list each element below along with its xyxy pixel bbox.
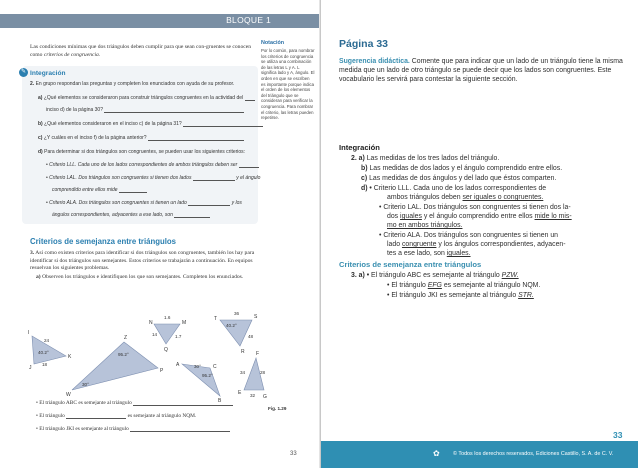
page-number-left: 33: [290, 451, 297, 457]
criterion-lal-cont: comprendido entre ellos mide: [52, 187, 147, 193]
answer-d-lal-cont2: mo en ambos triángulos.: [387, 222, 463, 229]
side-ijk-2: 18: [42, 362, 48, 367]
answer-sem-1: 3. a) • El triángulo ABC es semejante al triángulo PZW.: [351, 272, 519, 279]
vertex-q: Q: [164, 347, 168, 353]
criterion-lal: • Criterio LAL. Dos triángulos son congruentes si tienen dos lados y el ángulo: [46, 175, 261, 181]
answer-b: b) Las medidas de dos lados y el ángulo comprendido entre ellos.: [361, 165, 563, 172]
side-nmq-3: 1.7: [175, 334, 182, 339]
question-d: d) Para determinar si dos triángulos son congruentes, se pueden usar los siguientes criterios:: [38, 149, 246, 155]
vertex-s: S: [254, 314, 258, 320]
question-a-cont: inciso d) de la página 30?: [46, 107, 244, 113]
triangles-figure: [24, 306, 268, 406]
side-tsr-1: 36: [234, 311, 240, 316]
publisher-logo-icon: ✿: [433, 449, 440, 458]
angle-wzp-2: 30°: [82, 382, 89, 387]
vertex-k: K: [68, 354, 72, 360]
notation-title: Notación: [261, 40, 285, 46]
answer-sem-2: • El triángulo EFG es semejante al triángulo NQM.: [387, 282, 541, 289]
bullet-abc: • El triángulo ABC es semejante al triángulo: [36, 400, 233, 406]
instruction-line: 2. En grupo respondan las preguntas y completen los enunciados con ayuda de su profesor.: [30, 81, 235, 87]
vertex-p: P: [160, 368, 164, 374]
suggestion-text: Comente que para indicar que un lado de un triángulo tiene la misma medida que un lado de otro triángulo se puede decir que los lados son congruentes. Este vocabulario les servirá para contestar la siguiente sección.: [339, 58, 623, 84]
angle-acb-1: 30°: [194, 364, 201, 369]
vertex-e: E: [238, 390, 242, 396]
integration-answers-title: Integración: [339, 143, 380, 152]
angle-wzp-1: 95.2°: [118, 352, 129, 357]
figure-label: Fig. 1.29: [268, 406, 287, 411]
right-page: [320, 0, 638, 468]
answer-d-ala: • Criterio ALA. Dos triángulos son congruentes si tienen un: [379, 232, 558, 239]
vertex-g: G: [263, 394, 267, 400]
side-feg-2: 28: [260, 370, 266, 375]
criterion-ala-cont: ángulos correspondientes, adyacentes a ese lado, son: [52, 212, 210, 218]
vertex-f: F: [256, 351, 260, 357]
answer-d-ala-cont: lado congruente y los ángulos correspondientes, adyacen-: [387, 241, 566, 248]
side-feg-1: 34: [240, 370, 246, 375]
criterion-lll: • Criterio LLL. Cada uno de los lados correspondientes de ambos triángulos deben ser: [46, 162, 259, 168]
answer-c: c) Las medidas de dos ángulos y del lado que éstos comparten.: [361, 175, 557, 182]
suggestion-label: Sugerencia didáctica.: [339, 58, 410, 65]
answer-a: 2. a) Las medidas de los tres lados del triángulo.: [351, 155, 500, 162]
notation-text: Por lo común, para nombrar los criterios de congruencia se utiliza una combinación de las letras L y A. L significa lado y A, ángulo. El orden en que se escriben es importante porque indica el orden de los elementos del triángulo que se consideran para verificar la congruencia. Para nombrar el criterio, las letras pueden repetirse.: [261, 48, 315, 121]
side-tsr-2: 48: [248, 334, 254, 339]
section-title-semejanza: Criterios de semejanza entre triángulos: [30, 237, 177, 246]
integration-box: [20, 66, 261, 224]
intro-text: Las condiciones mínimas que dos triángulos deben cumplir para que sean con-gruentes se conocen como: [30, 44, 252, 58]
vertex-j: J: [29, 365, 32, 371]
vertex-t: T: [214, 316, 218, 322]
question-a: a) ¿Qué elementos se consideraron para construir triángulos congruentes en la actividad del: [38, 95, 255, 101]
semejanza-answers-title: Criterios de semejanza entre triángulos: [339, 260, 482, 269]
footer-band: [321, 441, 638, 468]
suggestion-paragraph: [339, 57, 625, 85]
answer-d-lll: d) • Criterio LLL. Cada uno de los lados correspondientes de: [361, 185, 547, 192]
bullet-nqm: • El triángulo es semejante al triángulo NQM.: [36, 413, 197, 419]
problem-3a: a) Observen los triángulos e identifiquen los que son semejantes. Completen los enunciados.: [36, 274, 244, 280]
footer-copyright: © Todos los derechos reservados, Ediciones Castillo, S. A. de C. V.: [453, 451, 614, 457]
vertex-m: M: [182, 320, 187, 326]
criterion-ala: • Criterio ALA. Dos triángulos son congruentes si tienen un lado y los: [46, 200, 242, 206]
page-heading: Página 33: [339, 38, 389, 50]
notation-sidebar: [261, 40, 315, 152]
pencil-icon: ✎: [20, 69, 27, 75]
vertex-c: C: [213, 364, 217, 370]
problem-3: 3. Así como existen criterios para identificar si dos triángulos son congruentes, también los hay para identificar si dos triángulos son semejantes. Estos criterios se trabajarán a continuación. En equipos resuelvan los siguientes problemas.: [30, 250, 255, 272]
angle-tsr: 40.2°: [226, 323, 237, 328]
answer-d-lll-cont: ambos triángulos deben ser iguales o congruentes.: [387, 194, 544, 201]
question-b: b) ¿Qué elementos consideraron en el inciso c) de la página 31?: [38, 121, 263, 127]
vertex-w: W: [66, 392, 71, 398]
side-ijk-1: 24: [44, 338, 50, 343]
side-nmq-2: 14: [152, 332, 158, 337]
vertex-a: A: [176, 362, 180, 368]
answer-d-lal-cont: dos iguales y el ángulo comprendido entre ellos mide lo mis-: [387, 213, 572, 220]
question-c: c) ¿Y cuáles en el inciso f) de la página anterior?: [38, 135, 244, 141]
side-nmq-1: 1.6: [164, 315, 171, 320]
integration-title: Integración: [30, 70, 66, 77]
block-label: BLOQUE 1: [226, 15, 271, 25]
bullet-jki: • El triángulo JKI es semejante al triángulo: [36, 426, 230, 432]
intro-paragraph: [30, 44, 255, 59]
answer-d-lal: • Criterio LAL. Dos triángulos son congruentes si tienen dos la-: [379, 204, 571, 211]
block-header-band: [0, 14, 319, 28]
vertex-z: Z: [124, 335, 128, 341]
side-feg-3: 32: [250, 393, 256, 398]
vertex-n: N: [149, 320, 153, 326]
answer-sem-3: • El triángulo JKI es semejante al triángulo STR.: [387, 292, 534, 299]
angle-ijk: 40.2°: [38, 350, 49, 355]
vertex-b: B: [218, 398, 222, 404]
vertex-i: I: [28, 330, 30, 336]
answer-d-ala-cont2: tes a ese lado, son iguales.: [387, 250, 471, 257]
angle-acb-2: 95.2°: [202, 373, 213, 378]
vertex-r: R: [241, 349, 245, 355]
intro-italic: criterios de congruencia.: [43, 51, 101, 58]
page-number-right: 33: [613, 430, 623, 440]
